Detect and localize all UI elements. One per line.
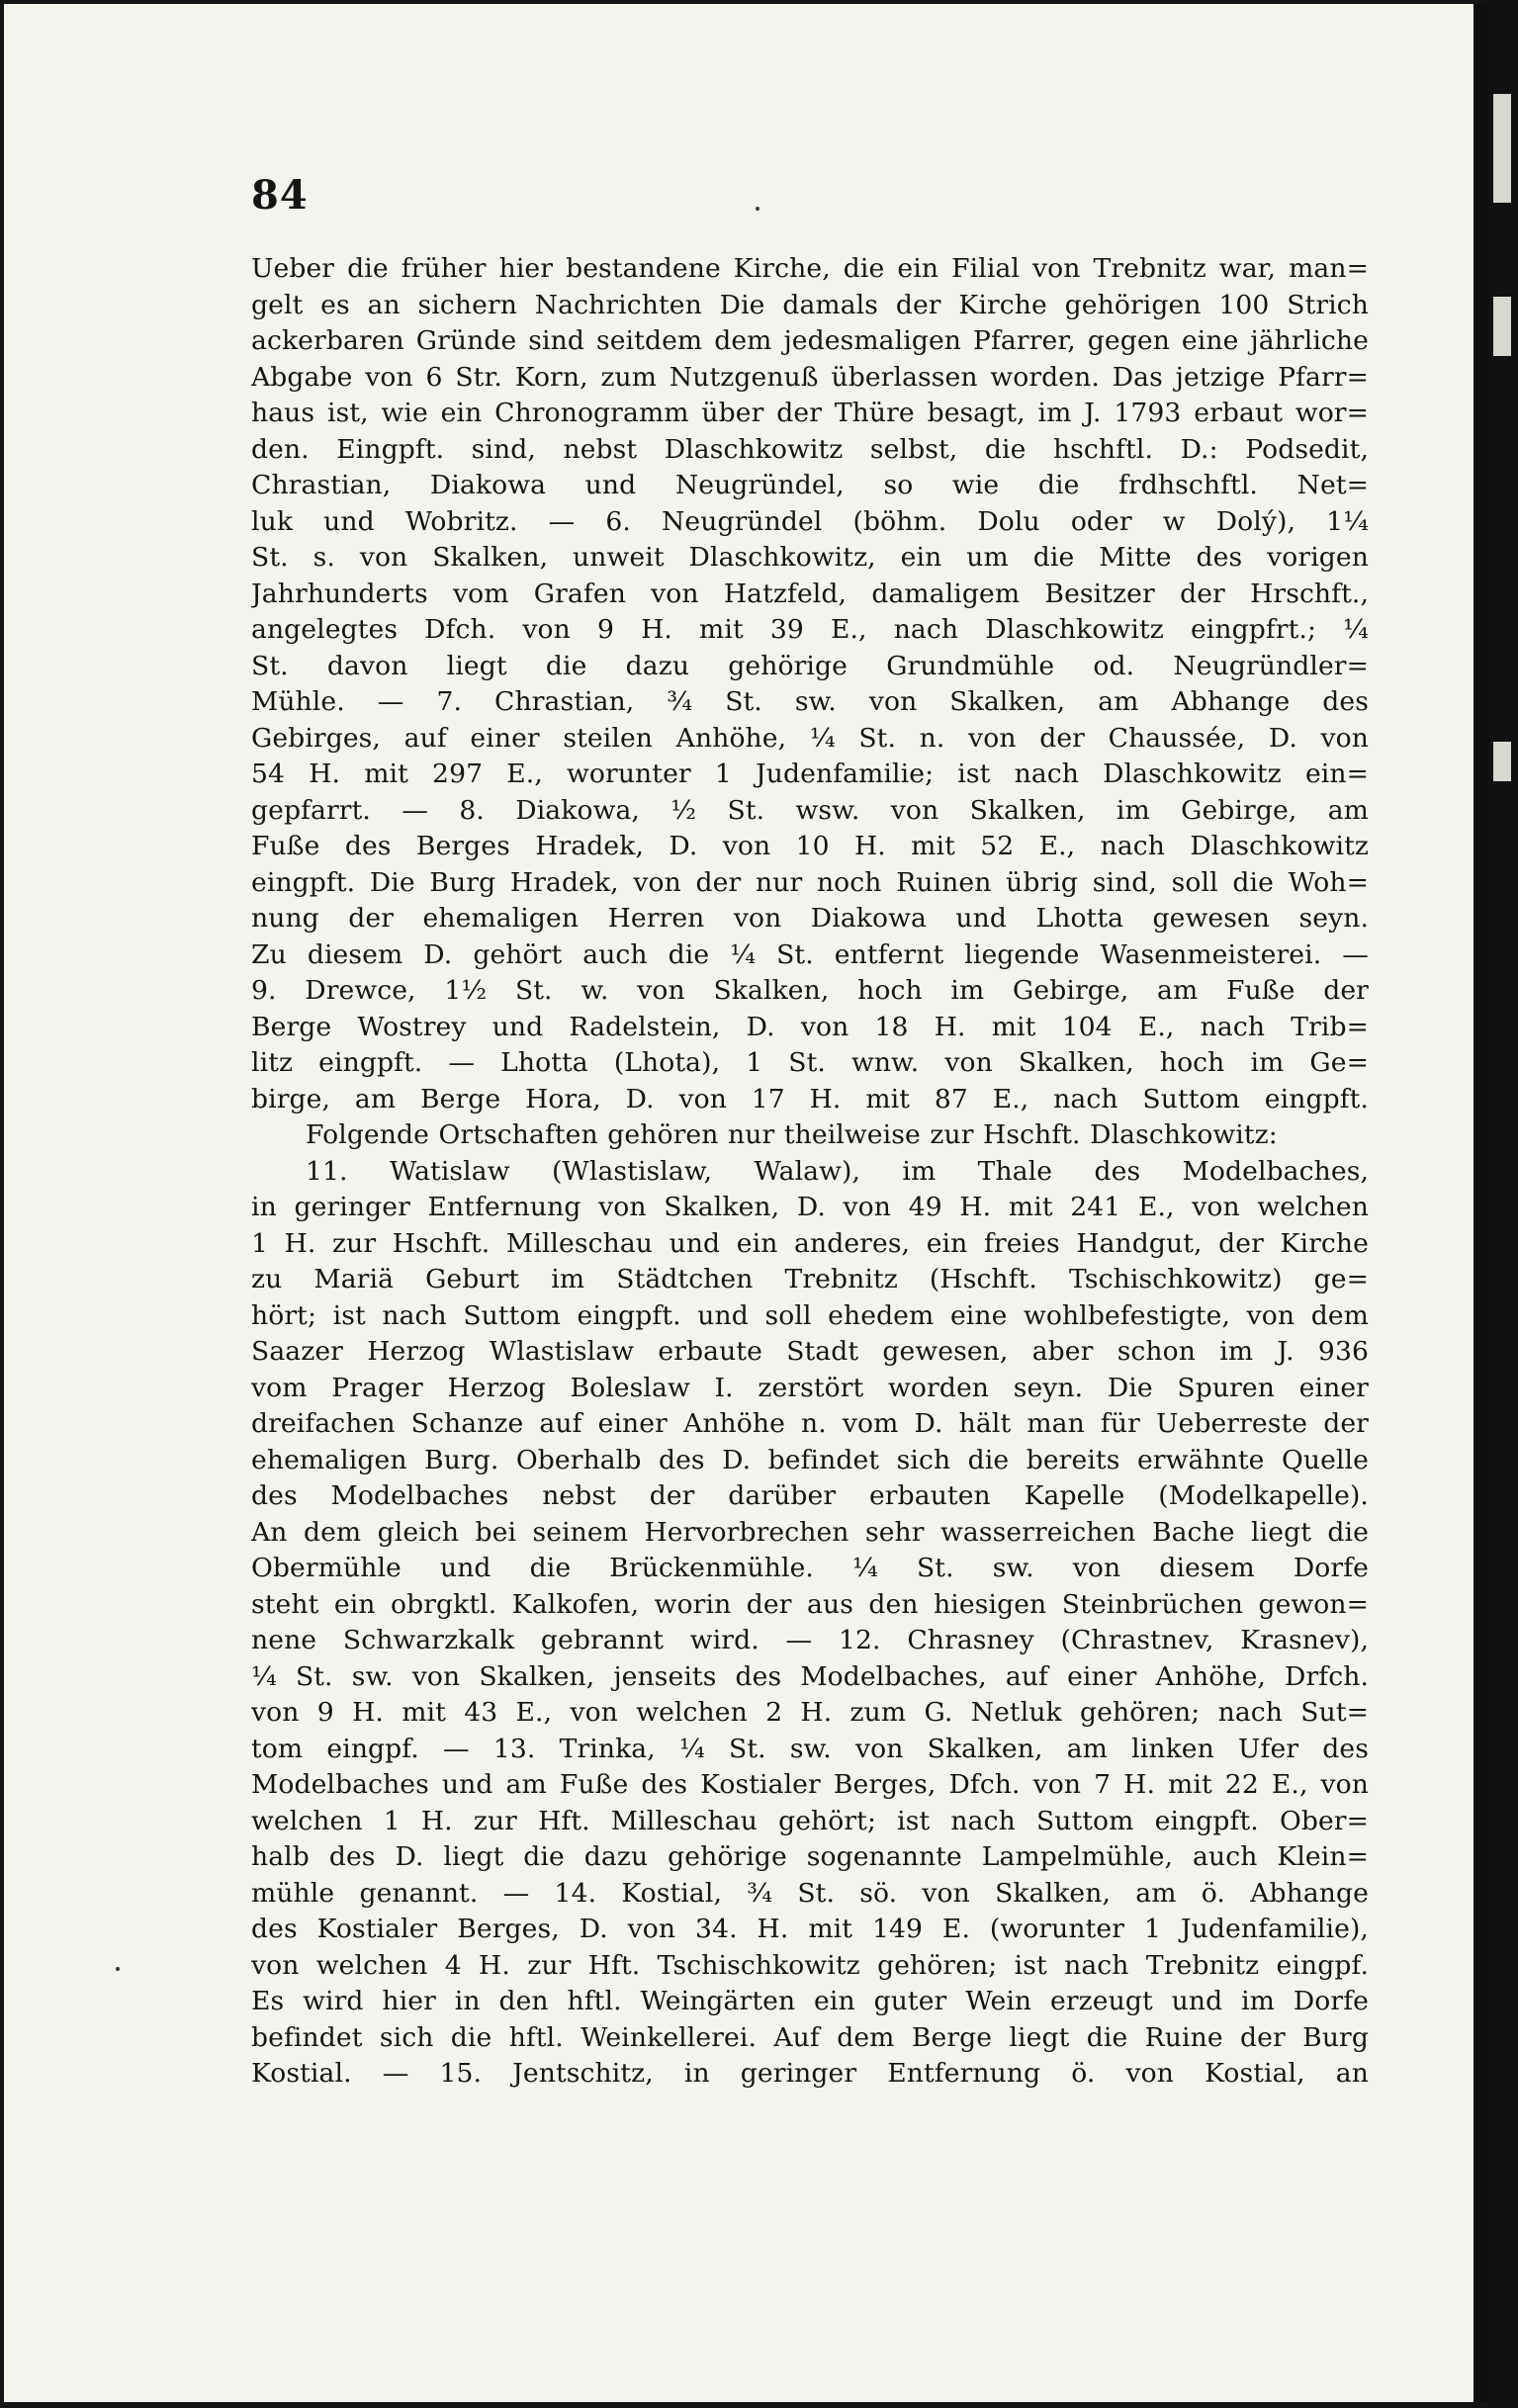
text-line: Saazer Herzog Wlastislaw erbaute Stadt gewesen, aber schon im J. 936 [251,1336,1369,1367]
text-line: St. s. von Skalken, unweit Dlaschkowitz, ein um die Mitte des vorigen [251,542,1369,573]
scan-edge [1487,0,1518,2408]
text-line: des Kostialer Berges, D. von 34. H. mit 149 E. (worunter 1 Judenfamilie), [251,1914,1369,1944]
scan-edge-mark [1493,297,1511,356]
text-line: dreifachen Schanze auf einer Anhöhe n. vom D. hält man für Ueberreste der [251,1408,1369,1439]
text-line: zu Mariä Geburt im Städtchen Trebnitz (Hschft. Tschischkowitz) ge= [251,1264,1369,1294]
text-line: ehemaligen Burg. Oberhalb des D. befindet sich die bereits erwähnte Quelle [251,1444,1369,1475]
text-line: mühle genannt. — 14. Kostial, ¾ St. sö. von Skalken, am ö. Abhange [251,1877,1369,1909]
text-line: 9. Drewce, 1½ St. w. von Skalken, hoch im Gebirge, am Fuße der [251,975,1369,1006]
text-line: Chrastian, Diakowa und Neugründel, so wie die frdhschftl. Net= [251,470,1369,500]
text-line: 11. Watislaw (Wlastislaw, Walaw), im Thale des Modelbaches, [306,1155,1369,1187]
text-line: 1 H. zur Hschft. Milleschau und ein anderes, ein freies Handgut, der Kirche [251,1227,1369,1259]
scan-speck [756,207,759,211]
text-line: An dem gleich bei seinem Hervorbrechen sehr wasserreichen Bache liegt die [251,1516,1369,1548]
text-line: angelegtes Dfch. von 9 H. mit 39 E., nach Dlaschkowitz eingpfrt.; ¼ [251,614,1369,645]
text-line: nene Schwarzkalk gebrannt wird. — 12. Chrasney (Chrastnev, Krasnev), [251,1625,1369,1655]
text-line: des Modelbaches nebst der darüber erbauten Kapelle (Modelkapelle). [251,1480,1369,1511]
text-line: Berge Wostrey und Radelstein, D. von 18 H. mit 104 E., nach Trib= [251,1011,1369,1042]
text-line: birge, am Berge Hora, D. von 17 H. mit 87 E., nach Suttom eingpft. [251,1083,1369,1115]
text-line: hört; ist nach Suttom eingpft. und soll ehedem eine wohlbefestigte, von dem [251,1299,1369,1331]
text-line: Jahrhunderts vom Grafen von Hatzfeld, damaligem Besitzer der Hrschft., [251,578,1369,609]
text-line: Abgabe von 6 Str. Korn, zum Nutzgenuß überlassen worden. Das jetzige Pfarr= [251,361,1369,393]
scan-edge-mark [1493,94,1511,203]
body-text [251,251,1369,2093]
text-line: Zu diesem D. gehört auch die ¼ St. entfernt liegende Wasenmeisterei. — [251,938,1369,970]
text-line: ackerbaren Gründe sind seitdem dem jedesmaligen Pfarrer, gegen eine jährliche [251,325,1369,356]
text-line: Modelbaches und am Fuße des Kostialer Berges, Dfch. von 7 H. mit 22 E., von [251,1769,1369,1800]
text-line: befindet sich die hftl. Weinkellerei. Auf dem Berge liegt die Ruine der Burg [251,2021,1369,2053]
text-line: Mühle. — 7. Chrastian, ¾ St. sw. von Skalken, am Abhange des [251,686,1369,717]
text-line: tom eingpf. — 13. Trinka, ¼ St. sw. von Skalken, am linken Ufer des [251,1733,1369,1764]
text-line: steht ein obrgktl. Kalkofen, worin der aus den hiesigen Steinbrüchen gewon= [251,1588,1369,1620]
text-line: in geringer Entfernung von Skalken, D. von 49 H. mit 241 E., von welchen [251,1192,1369,1222]
text-line: den. Eingpft. sind, nebst Dlaschkowitz selbst, die hschftl. D.: Podsedit, [251,433,1369,465]
text-line: vom Prager Herzog Boleslaw I. zerstört worden seyn. Die Spuren einer [251,1372,1369,1403]
text-line: gelt es an sichern Nachrichten Die damals der Kirche gehörigen 100 Strich [251,289,1369,320]
text-line: welchen 1 H. zur Hft. Milleschau gehört; ist nach Suttom eingpft. Ober= [251,1805,1369,1836]
text-line: von welchen 4 H. zur Hft. Tschischkowitz gehören; ist nach Trebnitz eingpf. [251,1949,1369,1981]
text-line: St. davon liegt die dazu gehörige Grundmühle od. Neugründler= [251,650,1369,681]
text-line: 54 H. mit 297 E., worunter 1 Judenfamilie; ist nach Dlaschkowitz ein= [251,758,1369,789]
text-line: Es wird hier in den hftl. Weingärten ein guter Wein erzeugt und im Dorfe [251,1986,1369,2016]
text-line: ¼ St. sw. von Skalken, jenseits des Modelbaches, auf einer Anhöhe, Drfch. [251,1660,1369,1692]
text-line: Gebirges, auf einer steilen Anhöhe, ¼ St. n. von der Chaussée, D. von [251,722,1369,754]
text-line: luk und Wobritz. — 6. Neugründel (böhm. Dolu oder w Dolý), 1¼ [251,505,1369,537]
text-line: Kostial. — 15. Jentschitz, in geringer Entfernung ö. von Kostial, an [251,2058,1369,2089]
page-number: 84 [251,172,309,219]
text-line: halb des D. liegt die dazu gehörige sogenannte Lampelmühle, auch Klein= [251,1841,1369,1872]
text-line: nung der ehemaligen Herren von Diakowa und Lhotta gewesen seyn. [251,903,1369,934]
text-line: eingpft. Die Burg Hradek, von der nur noch Ruinen übrig sind, soll die Woh= [251,866,1369,898]
scanned-page [4,4,1487,2402]
scan-edge-mark [1493,742,1511,781]
text-line: Folgende Ortschaften gehören nur theilweise zur Hschft. Dlaschkowitz: [306,1119,1278,1150]
text-line: gepfarrt. — 8. Diakowa, ½ St. wsw. von Skalken, im Gebirge, am [251,794,1369,826]
text-line: Ueber die früher hier bestandene Kirche, die ein Filial von Trebnitz war, man= [251,253,1369,284]
text-line: Obermühle und die Brückenmühle. ¼ St. sw. von diesem Dorfe [251,1553,1369,1583]
text-line: von 9 H. mit 43 E., von welchen 2 H. zum G. Netluk gehören; nach Sut= [251,1697,1369,1728]
text-line: litz eingpft. — Lhotta (Lhota), 1 St. wnw. von Skalken, hoch im Ge= [251,1047,1369,1078]
text-line: Fuße des Berges Hradek, D. von 10 H. mit 52 E., nach Dlaschkowitz [251,831,1369,861]
scan-speck [116,1967,120,1971]
text-line: haus ist, wie ein Chronogramm über der Thüre besagt, im J. 1793 erbaut wor= [251,398,1369,428]
